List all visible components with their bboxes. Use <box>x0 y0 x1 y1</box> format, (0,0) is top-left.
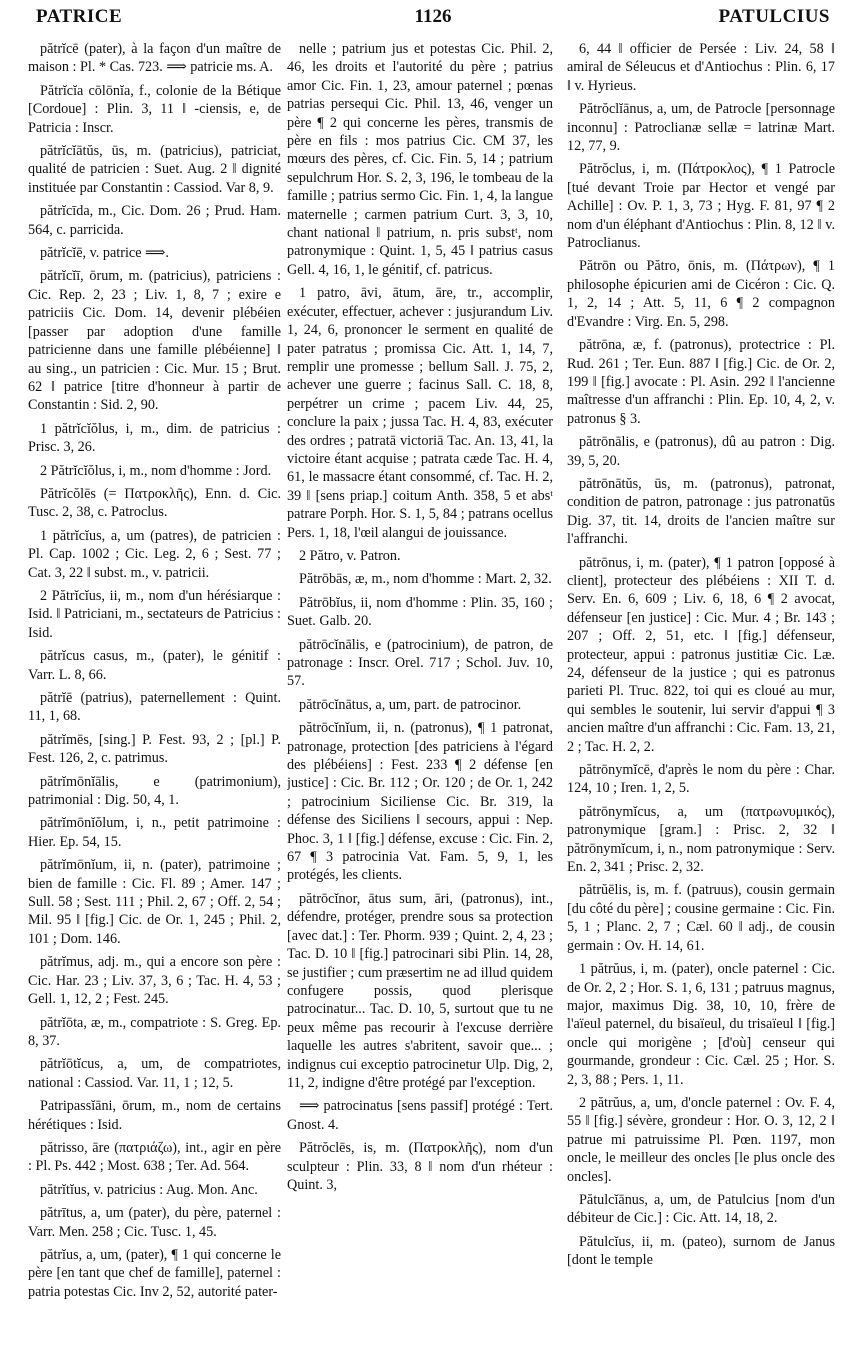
dictionary-entry: pătrōna, æ, f. (patronus), protectrice : Pl. Rud. 261 ; Ter. Eun. 887 ‖ [fig.] Cic. de Or. 2, 199 ‖ [fig.] avocate : Pl. Asin. 292 ‖ l'ancienne maîtresse d'un affranchi : Plin. Ep. 10, 4, 2, v. patronus § 3. <box>567 337 835 427</box>
dictionary-entry: Pătrĭcŏlēs (= Πατροκλῆς), Enn. d. Cic. Tusc. 2, 38, c. Patroclus. <box>28 485 281 521</box>
dictionary-entry: Pătrĭcĭa cōlōnĭa, f., colonie de la Bétique [Cordoue] : Plin. 3, 11 ‖ -ciensis, e, de Patricia : Inscr. <box>28 82 281 136</box>
dictionary-entry: pătrōcĭnālis, e (patrocinium), de patron, de patronage : Inscr. Orel. 717 ; Schol. Juv. 10, 57. <box>287 636 553 690</box>
dictionary-entry: 1 pătrĭcĭus, a, um (patres), de patricien : Pl. Cap. 1002 ; Cic. Leg. 2, 6 ; Sest. 77 ; Cat. 3, 22 ‖ subst. m., v. patricii. <box>28 527 281 581</box>
dictionary-entry: pătrĭtĭus, v. patricius : Aug. Mon. Anc. <box>40 1181 258 1198</box>
dictionary-entry: Patripassĭāni, ōrum, m., nom de certains hérétiques : Isid. <box>28 1098 281 1133</box>
dictionary-entry: 1 patro, āvi, ātum, āre, tr., accomplir, exécuter, effectuer, achever : jusjurandum Liv. 1, 24, 6, prononcer le serment en qualité de pater patratus ; promissa Cic. Att. 1, 14, 7, remplir une promesse ; bellum Sall. J. 75, 2, achever une guerre ; facinus Sall. C. 18, 8, perpétrer un crime ; pacem Liv. 44, 25, conclure la paix ; jussa Tac. H. 4, 83, exécuter des ordres ; patratā victoriā Tac. An. 13, 41, la victoire étant acquise ; patrata cæde Tac. H. 4, 61, le massacre étant consommé, cf. Tac. H. 2, 39 ‖ [sens priap.] coitum Anth. 358, 5 et absᵗ patrare Porph. Hor. S. 1, 5, 84 ; patrans ocellus Pers. 1, 18, l'œil alangui de jouissance. <box>287 285 553 541</box>
dictionary-entry: 2 Pătro, v. Patron. <box>299 547 401 564</box>
dictionary-entry: Pătulcĭus, ii, m. (pateo), surnom de Janus [dont le temple <box>567 1233 835 1269</box>
dictionary-entry: pătrĭmēs, [sing.] P. Fest. 93, 2 ; [pl.] P. Fest. 126, 2, c. patrimus. <box>28 731 281 767</box>
dictionary-entry: pătrĭōtĭcus, a, um, de compatriotes, national : Cassiod. Var. 11, 1 ; 12, 5. <box>28 1056 281 1091</box>
dictionary-entry: 2 Pătrĭcĭus, ii, m., nom d'un hérésiarque : Isid. ‖ Patriciani, m., sectateurs de Patricius : Isid. <box>28 587 281 641</box>
dictionary-entry: pătrĭmus, adj. m., qui a encore son père : Cic. Har. 23 ; Liv. 37, 3, 6 ; Tac. H. 4, 53 ; Gell. 1, 12, 2 ; Fest. 245. <box>28 954 281 1008</box>
dictionary-entry: pătrĭus, a, um, (pater), ¶ 1 qui concerne le père [en tant que chef de famille], paternel : patria potestas Cic. Inv 2, 52, autorité pater- <box>28 1246 281 1300</box>
dictionary-entry: pătrōnus, i, m. (pater), ¶ 1 patron [opposé à client], protecteur des plébéiens : XII T. d. Serv. En. 6, 609 ; Liv. 6, 18, 6 ¶ 2 avocat, défenseur [en justice] : Cic. Mur. 4 ; Br. 143 ; 207 ; Off. 2, 51, etc. ‖ [fig.] défenseur, protecteur, appui : patronus justitiæ Cic. Læ. 24, défenseur de la justice ; qui es patronus parieti Pl. Truc. 822, toi qui es cloué au mur, qui sembles le soutenir, lui servir d'appui ¶ 3 ancien maître d'un affranchi : Cic. Fam. 13, 21, 2 ; Tac. H. 2, 2. <box>567 554 835 755</box>
dictionary-entry: Pătrōn ou Pătro, ōnis, m. (Πάτρων), ¶ 1 philosophe épicurien ami de Cicéron : Cic. Q. 1, 2, 14 ; Att. 5, 11, 6 ¶ 2 compagnon d'Evandre : Virg. En. 5, 298. <box>567 258 835 330</box>
dictionary-entry: nelle ; patrium jus et potestas Cic. Phil. 2, 46, les droits et l'autorité du père ; patrius amor Cic. Fin. 1, 23, amour paternel ; pœnas patrias persequi Cic. Phil. 13, 46, venger un père ¶ 2 qui concerne les pères, transmis de père en fils : mos patrius Cic. CM 37, les mœurs des pères, cf. Cic. Fin. 5, 14 ; patrium sepulchrum Hor. S. 2, 3, 196, le tombeau de la famille ; patrius sermo Cic. Fin. 1, 4, la langue maternelle ; carmen patrium Curt. 3, 3, 10, chant national ‖ patrium, n. pris substᵗ, nom patronymique : Quint. 1, 5, 45 ‖ patrius casus Gell. 4, 16, 1, le génitif, cf. patricus. <box>287 41 553 278</box>
dictionary-entry: pătrĭmōnĭum, ii, n. (pater), patrimoine ; bien de famille : Cic. Fl. 89 ; Amer. 147 ; Sull. 58 ; Sest. 111 ; Phil. 2, 67 ; Off. 2, 54 ; Mil. 95 ‖ [fig.] Cic. de Or. 1, 245 ; Phil. 2, 101 ; Dom. 146. <box>28 857 281 947</box>
column-2 <box>287 40 553 1356</box>
dictionary-entry: pătrītus, a, um (pater), du père, paternel : Varr. Men. 258 ; Cic. Tusc. 1, 45. <box>28 1205 281 1240</box>
dictionary-entry: Pătrōbĭus, ii, nom d'homme : Plin. 35, 160 ; Suet. Galb. 20. <box>287 594 553 630</box>
dictionary-entry: pătrōnālis, e (patronus), dû au patron : Dig. 39, 5, 20. <box>567 434 835 469</box>
page-number: 1126 <box>414 6 452 27</box>
dictionary-entry: 1 pătrĭcĭŏlus, i, m., dim. de patricius : Prisc. 3, 26. <box>28 420 281 456</box>
dictionary-entry: 2 Pătrĭcĭŏlus, i, m., nom d'homme : Jord. <box>40 462 272 479</box>
dictionary-entry: pătrĭcīda, m., Cic. Dom. 26 ; Prud. Ham. 564, c. parricida. <box>28 203 281 238</box>
dictionary-entry: pătrisso, āre (πατριάζω), int., agir en père : Pl. Ps. 442 ; Most. 638 ; Ter. Ad. 564. <box>28 1139 281 1175</box>
dictionary-entry: pătrĭmōnĭŏlum, i, n., petit patrimoine : Hier. Ep. 54, 15. <box>28 815 281 850</box>
dictionary-entry: pătrōcĭnĭum, ii, n. (patronus), ¶ 1 patronat, patronage, protection [des patriciens à l'égard des plébéiens] : Fest. 233 ¶ 2 défense [en justice] : Cic. Br. 112 ; Or. 120 ; de Or. 1, 242 ; patrocinium Siciliense Cic. Br. 319, la défense des Siciliens ‖ secours, appui : Nep. Phoc. 3, 1 ‖ [fig.] défense, excuse : Cic. Fin. 2, 67 ¶ 3 patrocinia Vat. Fam. 5, 9, 1, les protégés, les clients. <box>287 720 553 884</box>
dictionary-entry: pătrōnymĭcē, d'après le nom du père : Char. 124, 10 ; Iren. 1, 2, 5. <box>567 762 835 797</box>
dictionary-entry: pătrĭmōnĭālis, e (patrimonium), patrimonial : Dig. 50, 4, 1. <box>28 773 281 809</box>
header-right-guideword: PATULCIUS <box>718 6 830 27</box>
column-3 <box>567 40 835 1356</box>
dictionary-entry: Pătrŏclus, i, m. (Πάτροκλος), ¶ 1 Patrocle [tué devant Troie par Hector et vengé par Achille] : Ov. P. 1, 3, 73 ; Hyg. F. 81, 97 ¶ 2 nom d'un éléphant d'Antiochus : Plin. 8, 12 ‖ v. Patroclianus. <box>567 161 835 252</box>
dictionary-entry: pătrĭcĭī, ōrum, m. (patricius), patriciens : Cic. Rep. 2, 23 ; Liv. 1, 8, 7 ; exire e patriciis Cic. Dom. 14, devenir plébéien [passer par adoption d'une famille patricienne dans une famille plébéienne] ‖ au sing., un patricien : Cic. Mur. 15 ; Brut. 62 ‖ patrice [titre d'honneur à partir de Constantin : Sid. 2, 90. <box>28 268 281 414</box>
dictionary-entry: pătrĭcĭē, v. patrice ⟹. <box>40 245 169 262</box>
dictionary-entry: Pătrŏclēs, is, m. (Πατροκλῆς), nom d'un sculpteur : Plin. 33, 8 ‖ nom d'un rhéteur : Quint. 3, <box>287 1140 553 1193</box>
column-1 <box>28 40 281 1356</box>
dictionary-entry: 6, 44 ‖ officier de Persée : Liv. 24, 58 ‖ amiral de Séleucus et d'Antiochus : Plin. 6, 17 ‖ v. Hyrieus. <box>567 41 835 94</box>
dictionary-entry: 2 pătrŭus, a, um, d'oncle paternel : Ov. F. 4, 55 ‖ [fig.] sévère, grondeur : Hor. O. 3, 12, 2 ‖ patrue mi patruissime Pl. Pœn. 1197, mon oncle, le meilleur des oncles [le plus oncle des oncles]. <box>567 1094 835 1185</box>
dictionary-entry: pătrōcĭnātus, a, um, part. de patrocinor. <box>299 696 522 713</box>
dictionary-entry: 1 pătrŭus, i, m. (pater), oncle paternel : Cic. de Or. 2, 2 ; Hor. S. 1, 6, 131 ; patruus magnus, major, maximus Dig. 38, 10, 10, frère de l'aïeul paternel, du bisaïeul, du trisaïeul ‖ [fig.] oncle qui morigène ; [d'où] censeur qui gourmande, grondeur : Cic. Cæl. 25 ; Hor. S. 2, 3, 88 ; Pers. 1, 11. <box>567 961 835 1088</box>
dictionary-entry: pătrĭcē (pater), à la façon d'un maître de maison : Pl. * Cas. 723. ⟹ patricie ms. A. <box>28 41 281 76</box>
dictionary-entry: pătrĭcĭātŭs, ūs, m. (patricius), patriciat, qualité de patricien : Suet. Aug. 2 ‖ dignité instituée par Constantin : Cassiod. Var 8, 9. <box>28 143 281 196</box>
dictionary-entry: Pătrŏclĭānus, a, um, de Patrocle [personnage inconnu] : Patroclianæ sellæ = latrinæ Mart. 12, 77, 9. <box>567 101 835 155</box>
page-header <box>36 6 830 36</box>
dictionary-entry: pătrōcĭnor, ātus sum, āri, (patronus), int., défendre, protéger, prendre sous sa protection [avec dat.] : Ter. Phorm. 939 ; Quint. 2, 4, 23 ; Tac. D. 10 ‖ [fig.] patrocinari sibi Plin. 14, 28, se justifier ; cum præsertim ne ad illud quidem confugere possis, quod plerisque patrocinatur... Tac. D. 10, 5, surtout que tu ne peux même pas recourir à l'excuse derrière laquelle les autres s'abritent, savoir que... ; indignus cui exceptio patrocinetur Ulp. Dig, 2, 11, 2, indigne d'être protégé par l'exception. <box>287 890 553 1091</box>
dictionary-entry: ⟹ patrocinatus [sens passif] protégé : Tert. Gnost. 4. <box>287 1098 553 1133</box>
dictionary-entry: pătrōnymĭcus, a, um (πατρωνυμικός), patronymique [gram.] : Prisc. 2, 32 ‖ pătrōnymĭcum, i, n., nom patronymique : Serv. En. 2, 341 ; Prisc. 2, 32. <box>567 803 835 876</box>
dictionary-entry: pătrĭōta, æ, m., compatriote : S. Greg. Ep. 8, 37. <box>28 1014 281 1049</box>
dictionary-entry: pătrŭēlis, is, m. f. (patruus), cousin germain [du côté du père] ; cousine germaine : Cic. Fin. 5, 1 ; Planc. 2, 7 ; Cæl. 60 ‖ adj., de cousin germain : Ov. H. 14, 61. <box>567 882 835 954</box>
dictionary-entry: pătrōnātŭs, ūs, m. (patronus), patronat, condition de patron, patronage : jus patronatūs Dig. 37, tit. 14, droits de l'ancien maître sur l'affranchi. <box>567 475 835 548</box>
dictionary-entry: pătrĭcus casus, m., (pater), le génitif : Varr. L. 8, 66. <box>28 648 281 683</box>
dictionary-entry: Pătrōbās, æ, m., nom d'homme : Mart. 2, 32. <box>299 571 552 588</box>
header-left-guideword: PATRICE <box>36 6 123 27</box>
dictionary-entry: Pătulcĭānus, a, um, de Patulcius [nom d'un débiteur de Cic.] : Cic. Att. 14, 18, 2. <box>567 1191 835 1227</box>
dictionary-entry: pătrĭē (patrius), paternellement : Quint. 11, 1, 68. <box>28 690 281 725</box>
